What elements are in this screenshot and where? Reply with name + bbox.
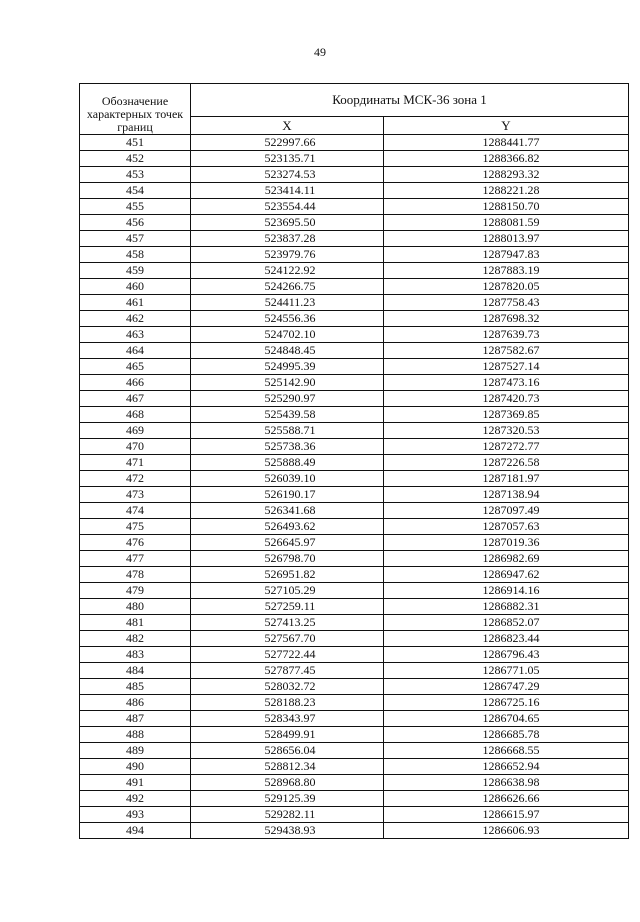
y-coordinate-cell: 1287320.53: [384, 423, 629, 439]
y-coordinate-cell: 1288013.97: [384, 231, 629, 247]
table-body: [80, 135, 629, 839]
table-row: [80, 551, 629, 567]
point-cell: 459: [80, 263, 191, 279]
point-cell: 458: [80, 247, 191, 263]
point-cell: 493: [80, 807, 191, 823]
y-coordinate-cell: 1286982.69: [384, 551, 629, 567]
y-coordinate-cell: 1286615.97: [384, 807, 629, 823]
table-row: [80, 263, 629, 279]
x-coordinate-cell: 525290.97: [191, 391, 384, 407]
point-cell: 494: [80, 823, 191, 839]
x-coordinate-cell: 524556.36: [191, 311, 384, 327]
point-cell: 488: [80, 727, 191, 743]
table-row: [80, 487, 629, 503]
table-row: [80, 343, 629, 359]
y-coordinate-cell: 1287138.94: [384, 487, 629, 503]
point-cell: 475: [80, 519, 191, 535]
point-cell: 473: [80, 487, 191, 503]
x-coordinate-cell: 527105.29: [191, 583, 384, 599]
point-cell: 480: [80, 599, 191, 615]
table-row: [80, 183, 629, 199]
header-row-top: [80, 84, 629, 117]
point-cell: 453: [80, 167, 191, 183]
table-row: [80, 567, 629, 583]
x-coordinate-cell: 527722.44: [191, 647, 384, 663]
table-row: [80, 167, 629, 183]
y-coordinate-cell: 1288150.70: [384, 199, 629, 215]
y-coordinate-cell: 1288366.82: [384, 151, 629, 167]
x-coordinate-cell: 525142.90: [191, 375, 384, 391]
y-coordinate-cell: 1286725.16: [384, 695, 629, 711]
y-coordinate-cell: 1287758.43: [384, 295, 629, 311]
y-coordinate-cell: 1286823.44: [384, 631, 629, 647]
x-coordinate-cell: 526039.10: [191, 471, 384, 487]
point-cell: 476: [80, 535, 191, 551]
x-coordinate-cell: 523837.28: [191, 231, 384, 247]
x-coordinate-cell: 527259.11: [191, 599, 384, 615]
table-row: [80, 647, 629, 663]
y-coordinate-cell: 1287097.49: [384, 503, 629, 519]
coordinates-table: [79, 83, 629, 839]
y-coordinate-cell: 1286668.55: [384, 743, 629, 759]
point-cell: 461: [80, 295, 191, 311]
x-coordinate-cell: 524411.23: [191, 295, 384, 311]
x-column-header: X: [191, 116, 384, 134]
x-coordinate-cell: 523414.11: [191, 183, 384, 199]
y-coordinate-cell: 1286882.31: [384, 599, 629, 615]
table-row: [80, 359, 629, 375]
table-row: [80, 199, 629, 215]
x-coordinate-cell: 523274.53: [191, 167, 384, 183]
x-coordinate-cell: 523135.71: [191, 151, 384, 167]
table-row: [80, 407, 629, 423]
table-row: [80, 231, 629, 247]
x-coordinate-cell: 526798.70: [191, 551, 384, 567]
point-cell: 468: [80, 407, 191, 423]
x-coordinate-cell: 526493.62: [191, 519, 384, 535]
x-coordinate-cell: 525888.49: [191, 455, 384, 471]
table-row: [80, 679, 629, 695]
table-row: [80, 663, 629, 679]
x-coordinate-cell: 526645.97: [191, 535, 384, 551]
x-coordinate-cell: 528343.97: [191, 711, 384, 727]
y-coordinate-cell: 1287226.58: [384, 455, 629, 471]
point-cell: 481: [80, 615, 191, 631]
x-coordinate-cell: 529282.11: [191, 807, 384, 823]
table-row: [80, 583, 629, 599]
x-coordinate-cell: 525738.36: [191, 439, 384, 455]
y-coordinate-cell: 1286852.07: [384, 615, 629, 631]
point-cell: 484: [80, 663, 191, 679]
table-row: [80, 455, 629, 471]
x-coordinate-cell: 524848.45: [191, 343, 384, 359]
y-coordinate-cell: 1287698.32: [384, 311, 629, 327]
point-cell: 486: [80, 695, 191, 711]
y-coordinate-cell: 1286796.43: [384, 647, 629, 663]
y-coordinate-cell: 1286606.93: [384, 823, 629, 839]
y-coordinate-cell: 1286685.78: [384, 727, 629, 743]
table-row: [80, 823, 629, 839]
y-coordinate-cell: 1287272.77: [384, 439, 629, 455]
point-cell: 463: [80, 327, 191, 343]
point-cell: 452: [80, 151, 191, 167]
point-cell: 455: [80, 199, 191, 215]
table-row: [80, 759, 629, 775]
y-coordinate-cell: 1287883.19: [384, 263, 629, 279]
y-coordinate-cell: 1286947.62: [384, 567, 629, 583]
y-coordinate-cell: 1287582.67: [384, 343, 629, 359]
x-coordinate-cell: 525439.58: [191, 407, 384, 423]
table-row: [80, 503, 629, 519]
y-coordinate-cell: 1286638.98: [384, 775, 629, 791]
table-row: [80, 247, 629, 263]
x-coordinate-cell: 527567.70: [191, 631, 384, 647]
x-coordinate-cell: 528968.80: [191, 775, 384, 791]
table-row: [80, 519, 629, 535]
x-coordinate-cell: 522997.66: [191, 135, 384, 151]
x-coordinate-cell: 528812.34: [191, 759, 384, 775]
y-coordinate-cell: 1288221.28: [384, 183, 629, 199]
y-coordinate-cell: 1287369.85: [384, 407, 629, 423]
table-row: [80, 695, 629, 711]
point-cell: 479: [80, 583, 191, 599]
point-cell: 472: [80, 471, 191, 487]
y-coordinate-cell: 1288441.77: [384, 135, 629, 151]
x-coordinate-cell: 526190.17: [191, 487, 384, 503]
point-cell: 454: [80, 183, 191, 199]
x-coordinate-cell: 523979.76: [191, 247, 384, 263]
y-coordinate-cell: 1287420.73: [384, 391, 629, 407]
table-row: [80, 327, 629, 343]
y-coordinate-cell: 1286747.29: [384, 679, 629, 695]
x-coordinate-cell: 524266.75: [191, 279, 384, 295]
table-row: [80, 711, 629, 727]
x-coordinate-cell: 523695.50: [191, 215, 384, 231]
table-row: [80, 135, 629, 151]
table-row: [80, 615, 629, 631]
y-coordinate-cell: 1286704.65: [384, 711, 629, 727]
point-cell: 477: [80, 551, 191, 567]
y-coordinate-cell: 1287181.97: [384, 471, 629, 487]
point-cell: 482: [80, 631, 191, 647]
point-cell: 460: [80, 279, 191, 295]
x-coordinate-cell: 527877.45: [191, 663, 384, 679]
y-coordinate-cell: 1288293.32: [384, 167, 629, 183]
table-row: [80, 295, 629, 311]
y-coordinate-cell: 1286652.94: [384, 759, 629, 775]
x-coordinate-cell: 523554.44: [191, 199, 384, 215]
table-row: [80, 375, 629, 391]
x-coordinate-cell: 529125.39: [191, 791, 384, 807]
y-coordinate-cell: 1287947.83: [384, 247, 629, 263]
point-cell: 487: [80, 711, 191, 727]
x-coordinate-cell: 528499.91: [191, 727, 384, 743]
point-designation-header: Обозначение характерных точек границ: [80, 84, 191, 135]
table-row: [80, 151, 629, 167]
point-cell: 457: [80, 231, 191, 247]
point-cell: 462: [80, 311, 191, 327]
x-coordinate-cell: 525588.71: [191, 423, 384, 439]
x-coordinate-cell: 528656.04: [191, 743, 384, 759]
y-coordinate-cell: 1286914.16: [384, 583, 629, 599]
y-coordinate-cell: 1287639.73: [384, 327, 629, 343]
y-coordinate-cell: 1287019.36: [384, 535, 629, 551]
point-cell: 467: [80, 391, 191, 407]
table-row: [80, 727, 629, 743]
x-coordinate-cell: 528032.72: [191, 679, 384, 695]
table-row: [80, 791, 629, 807]
x-coordinate-cell: 524122.92: [191, 263, 384, 279]
x-coordinate-cell: 527413.25: [191, 615, 384, 631]
table-row: [80, 631, 629, 647]
point-cell: 489: [80, 743, 191, 759]
coordinates-system-header: Координаты МСК-36 зона 1: [191, 84, 629, 117]
table-row: [80, 535, 629, 551]
x-coordinate-cell: 526951.82: [191, 567, 384, 583]
y-coordinate-cell: 1287473.16: [384, 375, 629, 391]
x-coordinate-cell: 524995.39: [191, 359, 384, 375]
point-cell: 471: [80, 455, 191, 471]
table-row: [80, 215, 629, 231]
table-row: [80, 775, 629, 791]
table-row: [80, 471, 629, 487]
point-cell: 464: [80, 343, 191, 359]
table-row: [80, 807, 629, 823]
point-cell: 466: [80, 375, 191, 391]
y-coordinate-cell: 1286771.05: [384, 663, 629, 679]
point-cell: 478: [80, 567, 191, 583]
y-coordinate-cell: 1286626.66: [384, 791, 629, 807]
x-coordinate-cell: 528188.23: [191, 695, 384, 711]
point-cell: 456: [80, 215, 191, 231]
y-coordinate-cell: 1288081.59: [384, 215, 629, 231]
point-cell: 492: [80, 791, 191, 807]
point-cell: 469: [80, 423, 191, 439]
table-row: [80, 439, 629, 455]
y-column-header: Y: [384, 116, 629, 134]
point-cell: 474: [80, 503, 191, 519]
y-coordinate-cell: 1287527.14: [384, 359, 629, 375]
point-cell: 465: [80, 359, 191, 375]
table-row: [80, 599, 629, 615]
table-row: [80, 279, 629, 295]
table-row: [80, 311, 629, 327]
y-coordinate-cell: 1287057.63: [384, 519, 629, 535]
point-cell: 491: [80, 775, 191, 791]
point-cell: 451: [80, 135, 191, 151]
x-coordinate-cell: 524702.10: [191, 327, 384, 343]
table-row: [80, 743, 629, 759]
point-cell: 485: [80, 679, 191, 695]
point-cell: 470: [80, 439, 191, 455]
point-cell: 483: [80, 647, 191, 663]
x-coordinate-cell: 526341.68: [191, 503, 384, 519]
table-row: [80, 391, 629, 407]
page-number: 49: [314, 45, 326, 59]
y-coordinate-cell: 1287820.05: [384, 279, 629, 295]
table-row: [80, 423, 629, 439]
x-coordinate-cell: 529438.93: [191, 823, 384, 839]
point-cell: 490: [80, 759, 191, 775]
table-header: [80, 84, 629, 135]
